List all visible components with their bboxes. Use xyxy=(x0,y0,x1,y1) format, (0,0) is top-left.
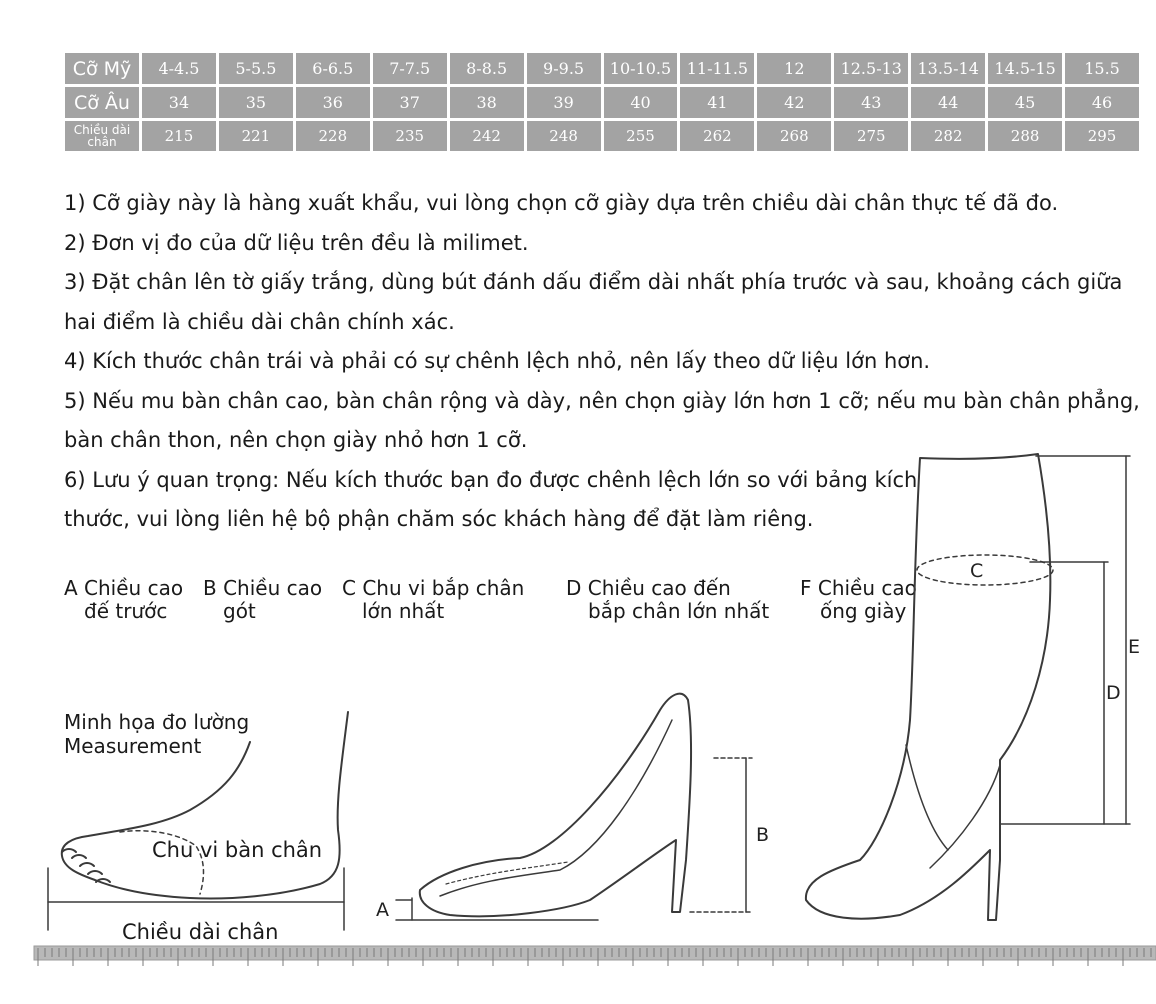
us-size-cell: 15.5 xyxy=(1065,53,1139,84)
note-2: 2) Đơn vị đo của dữ liệu trên đều là milimet. xyxy=(64,230,529,255)
eu-size-cell: 46 xyxy=(1065,87,1139,118)
label-c-line1: C Chu vi bắp chân xyxy=(342,576,525,600)
eu-size-cell: 34 xyxy=(142,87,216,118)
eu-size-cell: 45 xyxy=(988,87,1062,118)
eu-size-header: Cỡ Âu xyxy=(65,87,139,118)
eu-size-cell: 43 xyxy=(834,87,908,118)
note-5: 5) Nếu mu bàn chân cao, bàn chân rộng và dày, nên chọn giày lớn hơn 1 cỡ; nếu mu bàn chân phẳng, bàn chân thon, nên chọn giày nhỏ hơn 1 cỡ. xyxy=(64,388,1140,452)
eu-size-cell: 40 xyxy=(604,87,678,118)
label-a-line1: A Chiều cao xyxy=(64,576,184,600)
measurement-title xyxy=(64,710,249,758)
letter-a: A xyxy=(376,899,389,921)
foot-length-cell: 262 xyxy=(680,121,754,151)
us-size-cell: 7-7.5 xyxy=(373,53,447,84)
ruler xyxy=(34,946,1156,966)
eu-size-cell: 36 xyxy=(296,87,370,118)
label-b-line2: gót xyxy=(223,599,256,623)
label-d-line1: D Chiều cao đến xyxy=(566,576,731,600)
foot-length-cell: 248 xyxy=(527,121,601,151)
us-size-cell: 5-5.5 xyxy=(219,53,293,84)
us-size-cell: 6-6.5 xyxy=(296,53,370,84)
foot-circumference-label: Chu vi bàn chân xyxy=(152,838,323,862)
note-4: 4) Kích thước chân trái và phải có sự chênh lệch nhỏ, nên lấy theo dữ liệu lớn hơn. xyxy=(64,349,931,373)
us-size-cell: 10-10.5 xyxy=(604,53,678,84)
eu-size-cell: 38 xyxy=(450,87,524,118)
foot-length-cell: 228 xyxy=(296,121,370,151)
us-size-cell: 8-8.5 xyxy=(450,53,524,84)
letter-d: D xyxy=(1106,682,1121,704)
label-d-line2: bắp chân lớn nhất xyxy=(588,599,770,623)
letter-c: C xyxy=(970,560,984,582)
foot-length-cell: 295 xyxy=(1065,121,1139,151)
us-size-cell: 4-4.5 xyxy=(142,53,216,84)
foot-length-cell: 221 xyxy=(219,121,293,151)
foot-length-header: Chiều dài chân xyxy=(65,121,139,151)
eu-size-cell: 35 xyxy=(219,87,293,118)
measurement-title-en: Measurement xyxy=(64,734,202,758)
foot-length-cell: 268 xyxy=(757,121,831,151)
foot-length-cell: 288 xyxy=(988,121,1062,151)
eu-size-cell: 42 xyxy=(757,87,831,118)
label-a-line2: đế trước xyxy=(84,599,168,623)
eu-size-cell: 39 xyxy=(527,87,601,118)
label-c-line2: lớn nhất xyxy=(362,599,445,623)
us-size-cell: 14.5-15 xyxy=(988,53,1062,84)
letter-e: E xyxy=(1128,636,1141,658)
us-size-cell: 11-11.5 xyxy=(680,53,754,84)
boot-drawing xyxy=(806,454,1130,920)
label-b-line1: B Chiều cao xyxy=(203,576,323,600)
eu-size-cell: 44 xyxy=(911,87,985,118)
foot-length-cell: 282 xyxy=(911,121,985,151)
us-size-cell: 9-9.5 xyxy=(527,53,601,84)
label-f-line1: F Chiều cao xyxy=(800,576,917,600)
label-f-line2: ống giày xyxy=(820,599,907,623)
us-size-cell: 12 xyxy=(757,53,831,84)
us-size-cell: 12.5-13 xyxy=(834,53,908,84)
measurement-title-vi: Minh họa đo lường xyxy=(64,710,250,734)
us-size-header: Cỡ Mỹ xyxy=(65,53,139,84)
foot-length-cell: 235 xyxy=(373,121,447,151)
us-size-cell: 13.5-14 xyxy=(911,53,985,84)
foot-length-cell: 242 xyxy=(450,121,524,151)
eu-size-cell: 37 xyxy=(373,87,447,118)
foot-length-cell: 275 xyxy=(834,121,908,151)
pump-drawing xyxy=(396,694,752,920)
letter-b: B xyxy=(756,824,770,846)
note-6: 6) Lưu ý quan trọng: Nếu kích thước bạn đo được chênh lệch lớn so với bảng kích thước, vui lòng liên hệ bộ phận chăm sóc khách hàng để đặt làm riêng. xyxy=(64,467,918,531)
foot-length-cell: 255 xyxy=(604,121,678,151)
note-1: 1) Cỡ giày này là hàng xuất khẩu, vui lòng chọn cỡ giày dựa trên chiều dài chân thực tế đã đo. xyxy=(64,191,1059,215)
note-3: 3) Đặt chân lên tờ giấy trắng, dùng bút đánh dấu điểm dài nhất phía trước và sau, khoảng cách giữa hai điểm là chiều dài chân chính xác. xyxy=(64,270,1123,334)
foot-length-cell: 215 xyxy=(142,121,216,151)
foot-length-label: Chiều dài chân xyxy=(122,920,279,944)
eu-size-cell: 41 xyxy=(680,87,754,118)
